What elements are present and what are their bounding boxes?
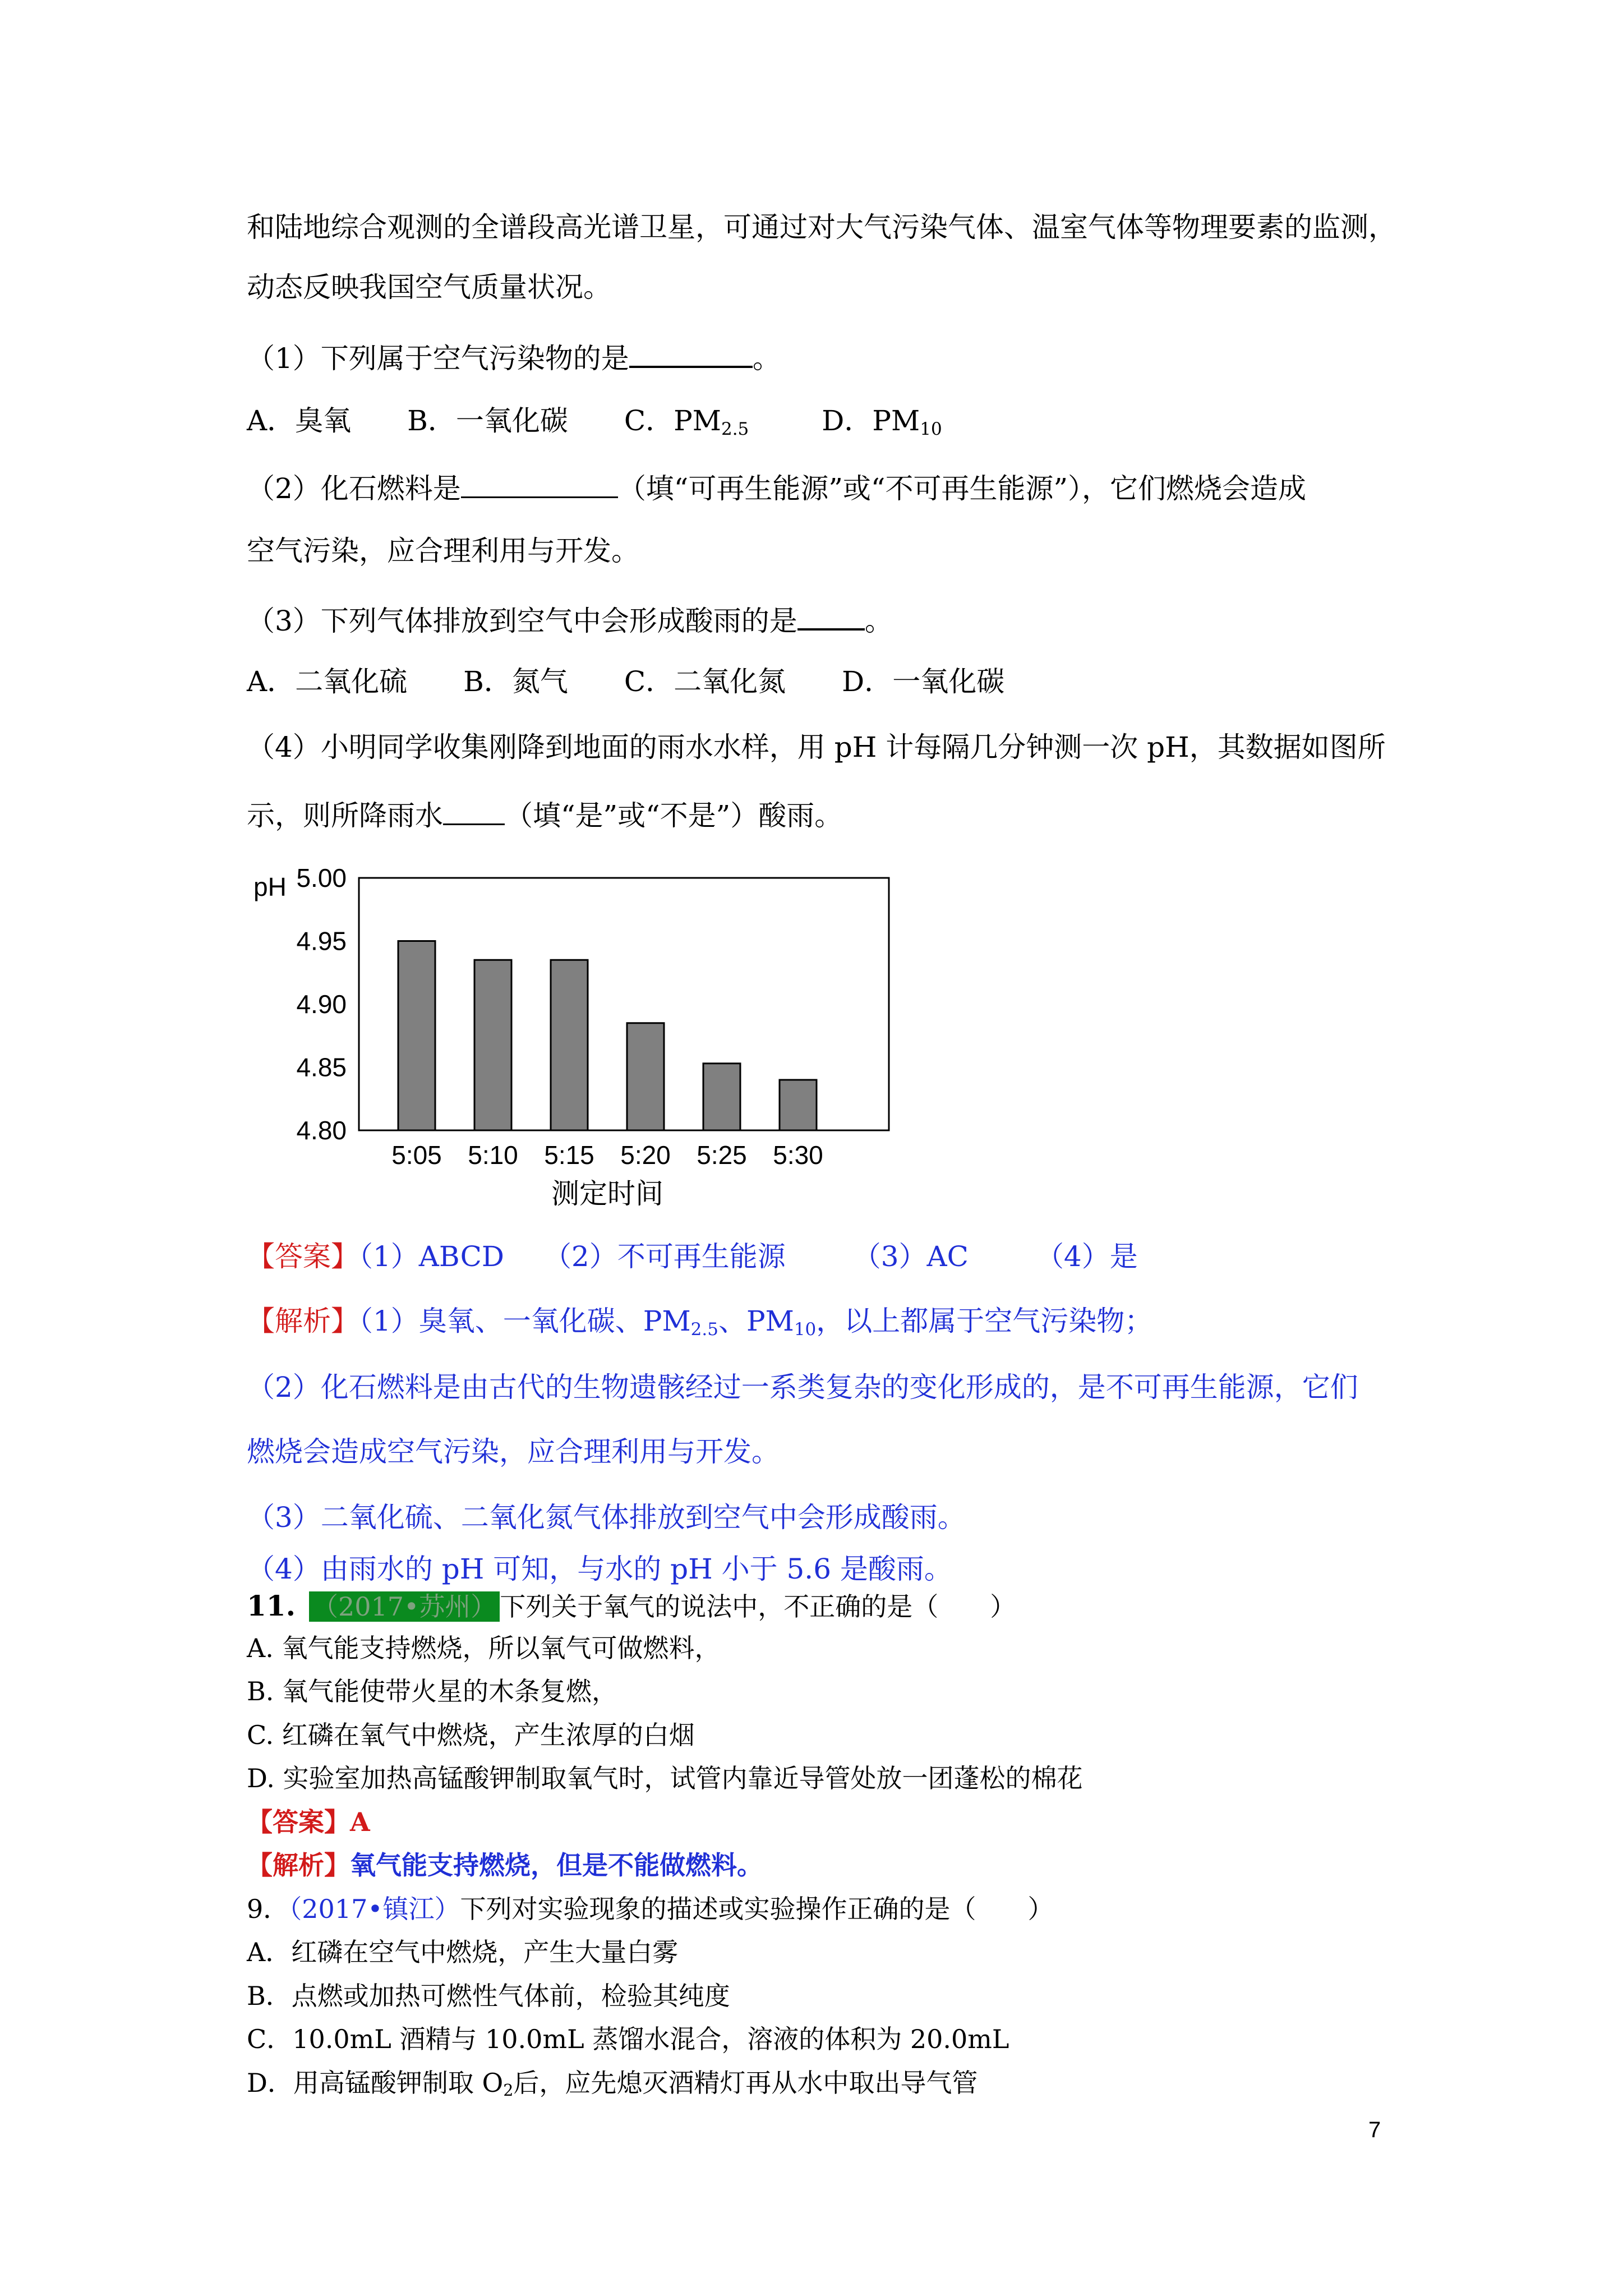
analysis-10-line-5: （4）由雨水的 pH 可知，与水的 pH 小于 5.6 是酸雨。 [247, 1553, 952, 1585]
bar-520 [627, 1023, 664, 1130]
y-axis-label: pH [253, 872, 287, 901]
q11-option-b: B. 氧气能使带火星的木条复燃， [247, 1676, 618, 1706]
q11-option-a: A. 氧气能支持燃烧，所以氧气可做燃料， [247, 1633, 721, 1663]
question-4-line-1: （4）小明同学收集刚降到地面的雨水水样，用 pH 计每隔几分钟测一次 pH，其数据如图所 [247, 731, 1386, 763]
question-2-stem: （2）化石燃料是 [247, 472, 461, 505]
option-d: D．$PM_{10}$ [822, 404, 942, 439]
q11-answer: 【答案】A [247, 1807, 370, 1837]
x-axis-label: 测定时间 [551, 1178, 663, 1209]
q9-option-d: D．用高锰酸钾制取 $O_2$后，应先熄灭酒精灯再从水中取出导气管 [247, 2068, 978, 2100]
analysis-tag: 【解析】 [247, 1305, 359, 1337]
option-c: C．$PM_{2.5}$ [624, 404, 749, 439]
option-a: A．二氧化硫 [247, 665, 408, 698]
x-tick-label: 5:15 [544, 1140, 594, 1170]
answer-blank-2[interactable] [461, 471, 618, 498]
y-tick-label: 5.00 [296, 863, 347, 892]
analysis-10-line-1: 【解析】（1）臭氧、一氧化碳、$PM_{2.5}$、$PM_{10}$，以上都属于空气污染物； [247, 1305, 1153, 1340]
q11-analysis: 【解析】氧气能支持燃烧，但是不能做燃料。 [247, 1850, 763, 1880]
answer-blank-1[interactable] [629, 341, 753, 368]
q9-option-a: A．红磷在空气中燃烧，产生大量白雾 [247, 1937, 679, 1967]
ph-bar-chart [236, 861, 897, 1214]
y-tick-label: 4.95 [296, 926, 347, 956]
question-3-stem: （3）下列气体排放到空气中会形成酸雨的是 [247, 605, 797, 637]
question-4-line-2: 示，则所降雨水 （填“是”或“不是”）酸雨。 [247, 799, 843, 832]
question-2: （2）化石燃料是 （填“可再生能源”或“不可再生能源”），它们燃烧会造成 [247, 472, 1307, 505]
question-3: （3）下列气体排放到空气中会形成酸雨的是 。 [247, 603, 893, 635]
x-tick-label: 5:05 [391, 1140, 442, 1170]
y-tick-label: 4.80 [296, 1116, 347, 1145]
analysis-10-line-3: 燃烧会造成空气污染，应合理利用与开发。 [247, 1435, 780, 1468]
answer-blank-3[interactable] [797, 603, 865, 631]
question-1: （1）下列属于空气污染物的是 。 [247, 341, 781, 372]
question-number: 9． [247, 1894, 289, 1924]
bar-515 [551, 960, 588, 1130]
intro-line-1: 和陆地综合观测的全谱段高光谱卫星，可通过对大气污染气体、温室气体等物理要素的监测， [247, 211, 1396, 243]
question-9 [247, 1896, 1053, 1922]
question-stem: 下列对实验现象的描述或实验操作正确的是（ ） [460, 1894, 1054, 1924]
analysis-10-line-4: （3）二氧化硫、二氧化氮气体排放到空气中会形成酸雨。 [247, 1501, 966, 1534]
answer-tag: 【答案】 [247, 1240, 359, 1273]
option-b: B．一氧化碳 [407, 404, 568, 437]
intro-line-2: 动态反映我国空气质量状况。 [247, 271, 611, 303]
question-2-line-2: 空气污染，应合理利用与开发。 [247, 535, 639, 567]
bar-525 [703, 1064, 740, 1130]
answer-10: 【答案】（1）ABCD （2）不可再生能源 （3）AC （4）是 [247, 1240, 1138, 1273]
bar-505 [398, 941, 435, 1131]
y-tick-label: 4.85 [296, 1052, 347, 1082]
page-number: 7 [1368, 2118, 1381, 2142]
question-number: 11. [247, 1589, 296, 1622]
q11-option-d: D. 实验室加热高锰酸钾制取氧气时，试管内靠近导管处放一团蓬松的棉花 [247, 1763, 1083, 1793]
option-d: D．一氧化碳 [842, 665, 1005, 698]
option-a: A．臭氧 [247, 404, 352, 437]
question-stem: 下列关于氧气的说法中，不正确的是（ ） [500, 1591, 1016, 1622]
source-tag: （2017•苏州） [309, 1591, 500, 1622]
answer-blank-4[interactable] [443, 798, 505, 825]
x-tick-label: 5:20 [620, 1140, 671, 1170]
y-tick-label: 4.90 [296, 990, 347, 1019]
question-11 [247, 1589, 1016, 1622]
ph-bar-chart-svg [236, 861, 897, 1214]
analysis-10-line-2: （2）化石燃料是由古代的生物遗骸经过一系类复杂的变化形成的，是不可再生能源，它们 [247, 1371, 1358, 1404]
question-3-options [247, 665, 1005, 698]
q9-option-b: B．点燃或加热可燃性气体前，检验其纯度 [247, 1981, 730, 2011]
bar-530 [780, 1080, 817, 1130]
q11-option-c: C. 红磷在氧气中燃烧，产生浓厚的白烟 [247, 1720, 695, 1750]
x-tick-label: 5:30 [773, 1140, 823, 1170]
question-1-options [247, 404, 942, 439]
question-1-stem: （1）下列属于空气污染物的是 [247, 342, 629, 375]
source-tag: （2017•镇江） [289, 1894, 460, 1924]
bar-510 [474, 960, 511, 1130]
option-b: B．氮气 [463, 665, 568, 698]
x-tick-label: 5:10 [468, 1140, 518, 1170]
x-tick-label: 5:25 [697, 1140, 747, 1170]
q9-option-c: C．10.0mL 酒精与 10.0mL 蒸馏水混合，溶液的体积为 20.0mL [247, 2024, 1009, 2054]
option-c: C．二氧化氮 [624, 665, 786, 698]
